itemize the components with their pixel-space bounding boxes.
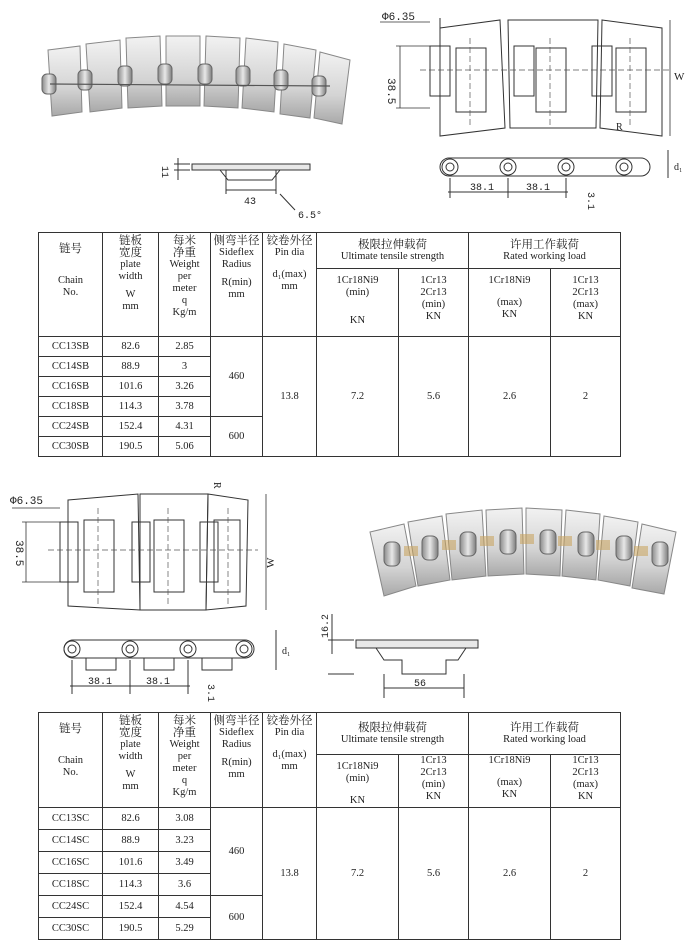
dim-width-label: W <box>674 71 685 83</box>
cell-chain-no: CC16SB <box>39 377 103 397</box>
header-radius: 侧弯半径 Sideflex Radius R(min) mm <box>211 713 263 808</box>
cell-chain-no: CC18SC <box>39 874 103 896</box>
cell-weight: 4.31 <box>159 417 211 437</box>
cell-uts-b: 5.6 <box>399 337 469 457</box>
dim-plate-thickness: 16.2 <box>321 613 332 638</box>
dim-radius-label: R <box>616 122 623 133</box>
cell-rwl-a: 2.6 <box>469 337 551 457</box>
cell-width: 88.9 <box>103 830 159 852</box>
header-mat-d: 1Cr13 2Cr13 (max) KN <box>551 269 621 337</box>
header-chain: 链号 Chain No. <box>39 713 103 808</box>
header-rwl: 许用工作载荷 Rated working load <box>469 233 621 269</box>
dim-height: 38.5 <box>384 78 396 105</box>
header-pin-dia: 铰卷外径 Pin dia d₁(max) mm <box>263 713 317 808</box>
dim-pin-dia: Φ6.35 <box>382 12 416 24</box>
cell-width: 190.5 <box>103 918 159 940</box>
cell-chain-no: CC24SB <box>39 417 103 437</box>
cell-chain-no: CC30SB <box>39 437 103 457</box>
cell-width: 82.6 <box>103 808 159 830</box>
cell-width: 88.9 <box>103 357 159 377</box>
cell-width: 82.6 <box>103 337 159 357</box>
cell-chain-no: CC30SC <box>39 918 103 940</box>
header-uts: 极限拉伸载荷 Ultimate tensile strength <box>317 713 469 755</box>
dim-pin-height: 3.1 <box>204 684 215 703</box>
header-mat-b: 1Cr13 2Cr13 (min) KN <box>399 269 469 337</box>
cell-chain-no: CC18SB <box>39 397 103 417</box>
header-radius: 侧弯半径 Sideflex Radius R(min) mm <box>211 233 263 337</box>
chain-photo-sc <box>360 492 695 604</box>
cell-width: 152.4 <box>103 896 159 918</box>
header-mat-c: 1Cr18Ni9 (max) KN <box>469 755 551 808</box>
header-mat-a: 1Cr18Ni9 (min) KN <box>317 755 399 808</box>
cell-uts-a: 7.2 <box>317 337 399 457</box>
table-row <box>39 808 621 830</box>
cell-chain-no: CC24SC <box>39 896 103 918</box>
dim-d1: d₁ <box>282 646 291 657</box>
header-mat-c: 1Cr18Ni9 (max) KN <box>469 269 551 337</box>
dim-radius-label: R <box>211 482 222 489</box>
cell-rwl-b: 2 <box>551 808 621 940</box>
cell-weight: 3.6 <box>159 874 211 896</box>
cell-uts-a: 7.2 <box>317 808 399 940</box>
dim-height: 38.5 <box>12 540 24 567</box>
dim-angle: 6.5° <box>298 211 323 222</box>
cell-weight: 2.85 <box>159 337 211 357</box>
cell-weight: 5.29 <box>159 918 211 940</box>
cell-chain-no: CC13SC <box>39 808 103 830</box>
cell-weight: 3.49 <box>159 852 211 874</box>
chain-plan-drawing-sb <box>370 8 690 158</box>
dim-plate-width: 56 <box>414 679 427 690</box>
cell-radius-b: 600 <box>211 417 263 457</box>
cell-weight: 3 <box>159 357 211 377</box>
cell-radius-b: 600 <box>211 896 263 940</box>
cell-weight: 3.26 <box>159 377 211 397</box>
header-mat-b: 1Cr13 2Cr13 (min) KN <box>399 755 469 808</box>
chain-photo-sb <box>30 20 360 130</box>
cell-width: 190.5 <box>103 437 159 457</box>
header-chain: 链号 Chain No. <box>39 233 103 337</box>
header-mat-d: 1Cr13 2Cr13 (max) KN <box>551 755 621 808</box>
cell-radius-a: 460 <box>211 337 263 417</box>
cell-uts-b: 5.6 <box>399 808 469 940</box>
chain-plan-drawing-sc <box>8 478 293 628</box>
chain-side-drawing-sb <box>430 148 700 210</box>
dim-pin-height: 3.1 <box>584 192 595 211</box>
plate-profile-sc <box>318 604 498 700</box>
spec-table-sc <box>38 712 621 940</box>
header-pin-dia: 铰卷外径 Pin dia d₁(max) mm <box>263 233 317 337</box>
cell-width: 101.6 <box>103 377 159 397</box>
plate-profile-sb <box>160 150 340 225</box>
cell-width: 114.3 <box>103 874 159 896</box>
cell-weight: 3.78 <box>159 397 211 417</box>
cell-rwl-b: 2 <box>551 337 621 457</box>
cell-width: 114.3 <box>103 397 159 417</box>
dim-pitch-1: 38.1 <box>470 183 495 194</box>
dim-pitch-1: 38.1 <box>88 677 113 688</box>
cell-chain-no: CC14SC <box>39 830 103 852</box>
cell-pin-dia: 13.8 <box>263 808 317 940</box>
cell-weight: 3.08 <box>159 808 211 830</box>
header-mat-a: 1Cr18Ni9 (min) KN <box>317 269 399 337</box>
dim-width-label: W <box>265 557 277 568</box>
dim-pitch-2: 38.1 <box>146 677 171 688</box>
cell-radius-a: 460 <box>211 808 263 896</box>
header-weight: 每米净重 Weight per meter q Kg/m <box>159 713 211 808</box>
dim-plate-thickness: 11 <box>158 166 169 179</box>
cell-pin-dia: 13.8 <box>263 337 317 457</box>
cell-weight: 5.06 <box>159 437 211 457</box>
cell-chain-no: CC13SB <box>39 337 103 357</box>
cell-rwl-a: 2.6 <box>469 808 551 940</box>
cell-weight: 3.23 <box>159 830 211 852</box>
table-row <box>39 337 621 357</box>
header-uts: 极限拉伸载荷 Ultimate tensile strength <box>317 233 469 269</box>
cell-width: 101.6 <box>103 852 159 874</box>
dim-plate-width: 43 <box>244 197 257 208</box>
dim-pin-dia: Φ6.35 <box>10 496 44 508</box>
header-weight: 每米净重 Weight per meter q Kg/m <box>159 233 211 337</box>
header-width: 链板宽度 plate width W mm <box>103 713 159 808</box>
header-rwl: 许用工作载荷 Rated working load <box>469 713 621 755</box>
cell-width: 152.4 <box>103 417 159 437</box>
dim-d1: d₁ <box>674 162 683 173</box>
cell-chain-no: CC14SB <box>39 357 103 377</box>
header-width: 链板宽度 plate width W mm <box>103 233 159 337</box>
cell-weight: 4.54 <box>159 896 211 918</box>
cell-chain-no: CC16SC <box>39 852 103 874</box>
chain-side-drawing-sc <box>58 630 298 705</box>
spec-table-sb <box>38 232 621 457</box>
dim-pitch-2: 38.1 <box>526 183 551 194</box>
